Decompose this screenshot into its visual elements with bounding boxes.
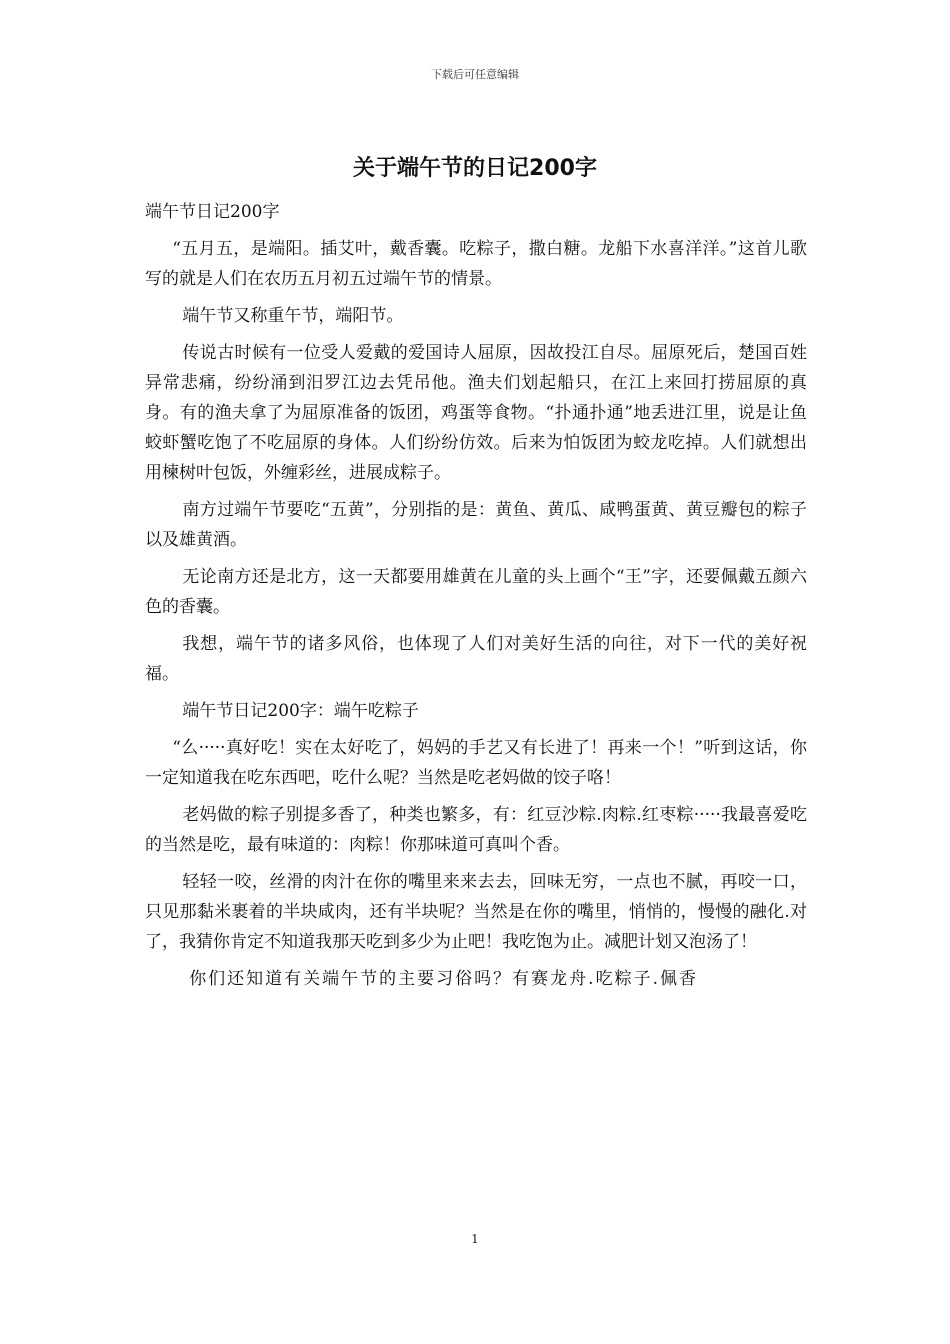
paragraph: 我想，端午节的诸多风俗，也体现了人们对美好生活的向往，对下一代的美好祝福。 [145, 634, 807, 684]
section-heading: 端午节日记200字：端午吃粽子 [182, 701, 419, 721]
document-title: 关于端午节的日记200字 [353, 156, 597, 181]
paragraph: 南方过端午节要吃“五黄”，分别指的是：黄鱼、黄瓜、咸鸭蛋黄、黄豆瓣包的粽子以及雄黄酒。 [145, 500, 807, 550]
section-heading: 端午节日记200字 [145, 202, 280, 222]
paragraph: 端午节又称重午节，端阳节。 [182, 306, 404, 326]
paragraph: “么·····真好吃！实在太好吃了，妈妈的手艺又有长进了！再来一个！”听到这话，你一定知道我在吃东西吧，吃什么呢？当然是吃老妈做的饺子咯！ [145, 738, 807, 788]
paragraph: 你们还知道有关端午节的主要习俗吗？有赛龙舟.吃粽子.佩香 [189, 969, 698, 989]
paragraph: 老妈做的粽子别提多香了，种类也繁多，有：红豆沙粽.肉粽.红枣粽·····我最喜爱吃的当然是吃，最有味道的：肉粽！你那味道可真叫个香。 [145, 805, 807, 855]
paragraph: “五月五，是端阳。插艾叶，戴香囊。吃粽子，撒白糖。龙船下水喜洋洋。”这首儿歌写的就是人们在农历五月初五过端午节的情景。 [145, 239, 807, 289]
header-note: 下载后可任意编辑 [431, 68, 519, 81]
document-body [145, 197, 807, 1001]
page-number: 1 [471, 1232, 479, 1246]
paragraph: 传说古时候有一位受人爱戴的爱国诗人屈原，因故投江自尽。屈原死后，楚国百姓异常悲痛，纷纷涌到汨罗江边去凭吊他。渔夫们划起船只，在江上来回打捞屈原的真身。有的渔夫拿了为屈原准备的饭团，鸡蛋等食物。“扑通扑通”地丢进江里，说是让鱼蛟虾蟹吃饱了不吃屈原的身体。人们纷纷仿效。后来为怕饭团为蛟龙吃掉。人们就想出用楝树叶包饭，外缠彩丝，进展成粽子。 [145, 343, 807, 483]
paragraph: 轻轻一咬，丝滑的肉汁在你的嘴里来来去去，回味无穷，一点也不腻，再咬一口，只见那黏米裹着的半块咸肉，还有半块呢？当然是在你的嘴里，悄悄的，慢慢的融化.对了，我猜你肯定不知道我那天吃到多少为止吧！我吃饱为止。减肥计划又泡汤了！ [145, 872, 807, 952]
paragraph: 无论南方还是北方，这一天都要用雄黄在儿童的头上画个“王”字，还要佩戴五颜六色的香囊。 [145, 567, 807, 617]
